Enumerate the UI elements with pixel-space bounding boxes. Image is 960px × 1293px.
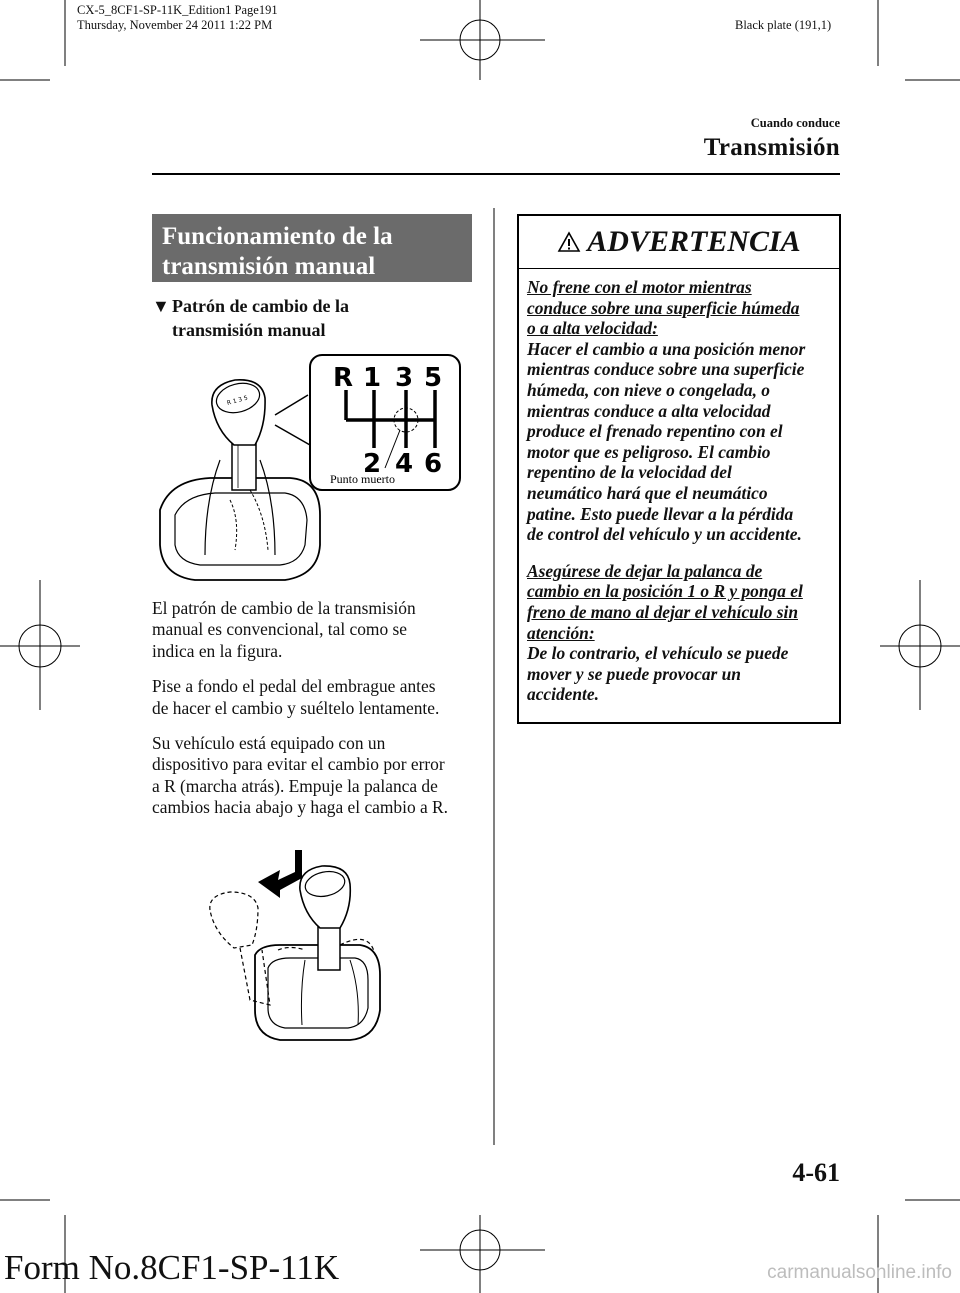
heading-line: Funcionamiento de la (162, 223, 393, 250)
warning-text-line: mientras conduce a alta velocidad (527, 400, 771, 421)
paragraph-3 (152, 733, 487, 819)
triangle-marker-icon: ▼ (152, 296, 170, 316)
shift-pattern-figure (150, 350, 470, 590)
paragraph-1 (152, 598, 487, 662)
warning-text-line: neumático hará que el neumático (527, 482, 768, 503)
text-line: El patrón de cambio de la transmisión (152, 598, 416, 618)
doc-id: CX-5_8CF1-SP-11K_Edition1 Page191 (77, 3, 278, 17)
text-line: a R (marcha atrás). Empuje la palanca de (152, 775, 438, 796)
warning-heading-line: atención: (527, 622, 595, 643)
gear-label-r: R (333, 363, 354, 393)
warning-heading-line: o a alta velocidad: (527, 318, 658, 339)
warning-text-line: De lo contrario, el vehículo se puede (527, 643, 789, 664)
warning-title: ADVERTENCIA (587, 225, 801, 258)
text-line: manual es convencional, tal como se (152, 619, 407, 640)
gear-label-5: 5 (424, 363, 443, 393)
subheading-line: transmisión manual (172, 320, 326, 340)
subheading-line: Patrón de cambio de la (172, 296, 349, 316)
neutral-label: Punto muerto (330, 472, 395, 486)
text-line: dispositivo para evitar el cambio por error (152, 754, 445, 775)
section-title: Transmisión (703, 134, 840, 161)
warning-divider (519, 268, 839, 269)
warning-body (519, 277, 839, 705)
heading-line: transmisión manual (162, 253, 376, 280)
print-timestamp: Thursday, November 24 2011 1:22 PM (77, 18, 273, 32)
warning-heading-line: No frene con el motor mientras (527, 277, 752, 297)
warning-block-1 (527, 277, 831, 545)
warning-heading-line: freno de mano al dejar el vehículo sin (527, 601, 798, 622)
page-number: 4-61 (792, 1158, 840, 1187)
header-rule (152, 173, 840, 175)
warning-box (517, 214, 841, 724)
warning-text-line: produce el frenado repentino con el (527, 421, 783, 442)
warning-text-line: Hacer el cambio a una posición menor (527, 338, 806, 359)
text-line: indica en la figura. (152, 640, 283, 661)
svg-text:R 1 3 5: R 1 3 5 (226, 394, 249, 407)
reverse-shift-figure (200, 850, 390, 1045)
print-header (77, 3, 278, 33)
warning-text-line: repentino de la velocidad del (527, 462, 732, 483)
text-line: Su vehículo está equipado con un (152, 733, 386, 754)
watermark: carmanualsonline.info (767, 1262, 952, 1283)
warning-triangle-icon (557, 231, 581, 253)
warning-heading-line: cambio en la posición 1 o R y ponga el (527, 581, 803, 602)
warning-text-line: accidente. (527, 684, 599, 705)
section-category: Cuando conduce (750, 116, 840, 130)
warning-header (519, 216, 839, 268)
text-line: de hacer el cambio y suéltelo lentamente. (152, 697, 440, 718)
text-line: Pise a fondo el pedal del embrague antes (152, 676, 436, 697)
warning-text-line: mover y se puede provocar un (527, 663, 741, 684)
warning-text-line: húmeda, con nieve o congelada, o (527, 379, 770, 400)
gear-label-2: 2 (363, 449, 382, 479)
warning-heading-line: Asegúrese de dejar la palanca de (527, 560, 763, 581)
section-heading (152, 214, 472, 282)
gear-label-6: 6 (424, 449, 443, 479)
warning-text-line: de control del vehículo y un accidente. (527, 524, 802, 545)
gear-label-1: 1 (363, 363, 382, 393)
gear-label-4: 4 (395, 449, 414, 479)
form-number: Form No.8CF1-SP-11K (4, 1248, 340, 1287)
warning-text-line: patine. Esto puede llevar a la pérdida (527, 503, 794, 524)
warning-text-line: mientras conduce sobre una superficie (527, 359, 805, 380)
warning-block-2 (527, 561, 831, 705)
plate-label: Black plate (191,1) (735, 18, 832, 32)
gear-label-3: 3 (395, 363, 414, 393)
subheading (152, 294, 482, 342)
warning-heading-line: conduce sobre una superficie húmeda (527, 297, 800, 318)
paragraph-2 (152, 676, 487, 719)
text-line: cambios hacia abajo y haga el cambio a R. (152, 797, 449, 818)
body-text (152, 598, 487, 833)
warning-text-line: motor que es peligroso. El cambio (527, 441, 771, 462)
